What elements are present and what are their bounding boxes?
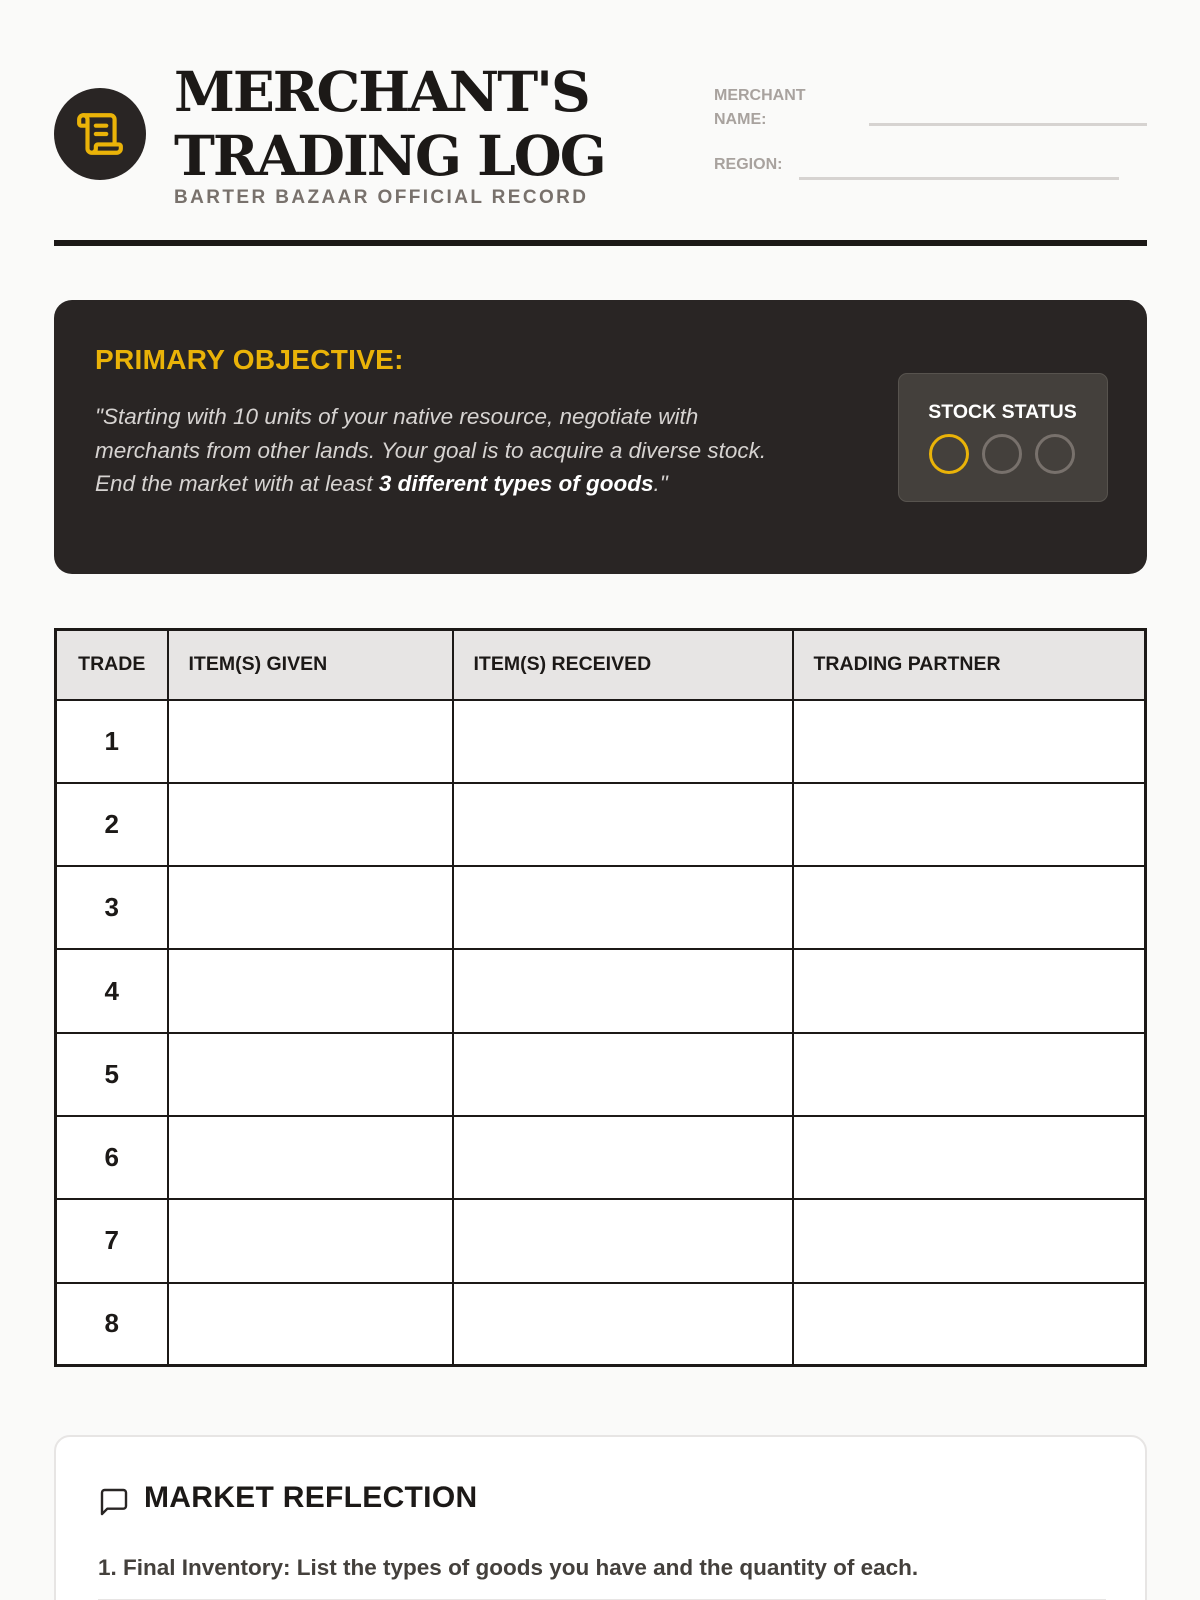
trade-rows — [56, 700, 1146, 1366]
stock-slot-indicator — [1035, 434, 1075, 474]
trading-partner-cell[interactable] — [793, 1283, 1146, 1366]
scroll-icon — [75, 109, 125, 159]
items-given-cell[interactable] — [168, 866, 453, 949]
trading-partner-cell[interactable] — [793, 866, 1146, 949]
items-received-cell[interactable] — [453, 1199, 793, 1282]
table-header-row — [56, 630, 1146, 700]
trade-number-cell: 4 — [56, 949, 168, 1032]
objective-panel — [54, 300, 1147, 574]
stock-slot-indicator — [929, 434, 969, 474]
stock-status-box — [898, 373, 1108, 502]
objective-text-end: ." — [653, 471, 668, 496]
items-received-cell[interactable] — [453, 1033, 793, 1116]
objective-title: PRIMARY OBJECTIVE: — [95, 344, 404, 375]
items-given-cell[interactable] — [168, 949, 453, 1032]
trade-number-cell: 8 — [56, 1283, 168, 1366]
trading-partner-cell[interactable] — [793, 700, 1146, 783]
items-given-cell[interactable] — [168, 1116, 453, 1199]
items-received-cell[interactable] — [453, 1116, 793, 1199]
items-given-cell[interactable] — [168, 1033, 453, 1116]
items-received-cell[interactable] — [453, 1283, 793, 1366]
merchant-name-label-line-1: MERCHANT — [714, 87, 806, 104]
items-given-cell[interactable] — [168, 1199, 453, 1282]
message-square-icon — [98, 1486, 130, 1518]
items-received-cell[interactable] — [453, 783, 793, 866]
page-title — [174, 60, 694, 188]
title-line-1: MERCHANT'S — [174, 59, 589, 124]
items-given-cell[interactable] — [168, 1283, 453, 1366]
trading-partner-cell[interactable] — [793, 949, 1146, 1032]
table-row — [56, 1033, 1146, 1116]
title-line-2: TRADING LOG — [174, 123, 605, 188]
trade-number-cell: 1 — [56, 700, 168, 783]
trading-partner-cell[interactable] — [793, 1199, 1146, 1282]
table-row — [56, 1283, 1146, 1366]
merchant-name-label — [714, 84, 806, 132]
column-header-trade: TRADE — [56, 630, 168, 700]
column-header-items-received: ITEM(S) RECEIVED — [453, 630, 793, 700]
trade-number-cell: 7 — [56, 1199, 168, 1282]
objective-text-bold: 3 different types of goods — [378, 471, 654, 496]
stock-slot-indicator — [982, 434, 1022, 474]
reflection-title: MARKET REFLECTION — [144, 1481, 478, 1514]
trading-partner-cell[interactable] — [793, 1116, 1146, 1199]
merchant-name-field[interactable] — [869, 123, 1147, 126]
column-header-trading-partner: TRADING PARTNER — [793, 630, 1146, 700]
trade-number-cell: 2 — [56, 783, 168, 866]
column-header-items-given: ITEM(S) GIVEN — [168, 630, 453, 700]
objective-text-start: "Starting with 10 units of your native resource, negotiate with merchants from other lands. Your goal is to acquire a diverse stock. End the market with at least — [95, 404, 767, 496]
table-row — [56, 866, 1146, 949]
header-divider — [54, 240, 1147, 246]
merchant-name-label-line-2: NAME: — [714, 111, 767, 128]
objective-text — [95, 400, 785, 501]
items-received-cell[interactable] — [453, 866, 793, 949]
region-label: REGION: — [714, 156, 783, 173]
stock-status-label: STOCK STATUS — [928, 401, 1077, 423]
table-row — [56, 783, 1146, 866]
trading-partner-cell[interactable] — [793, 1033, 1146, 1116]
header — [54, 60, 1147, 250]
items-received-cell[interactable] — [453, 949, 793, 1032]
items-given-cell[interactable] — [168, 783, 453, 866]
table-row — [56, 1116, 1146, 1199]
trade-table — [54, 628, 1147, 1367]
market-reflection-section — [54, 1435, 1147, 1600]
reflection-question-1: 1. Final Inventory: List the types of goods you have and the quantity of each. — [98, 1555, 919, 1580]
trade-number-cell: 3 — [56, 866, 168, 949]
worksheet-page — [54, 0, 1147, 1600]
table-row — [56, 949, 1146, 1032]
logo-badge — [54, 88, 146, 180]
items-received-cell[interactable] — [453, 700, 793, 783]
region-field[interactable] — [799, 177, 1119, 180]
trade-number-cell: 5 — [56, 1033, 168, 1116]
trading-partner-cell[interactable] — [793, 783, 1146, 866]
page-subtitle: BARTER BAZAAR OFFICIAL RECORD — [174, 187, 589, 208]
table-row — [56, 700, 1146, 783]
items-given-cell[interactable] — [168, 700, 453, 783]
trade-number-cell: 6 — [56, 1116, 168, 1199]
table-row — [56, 1199, 1146, 1282]
